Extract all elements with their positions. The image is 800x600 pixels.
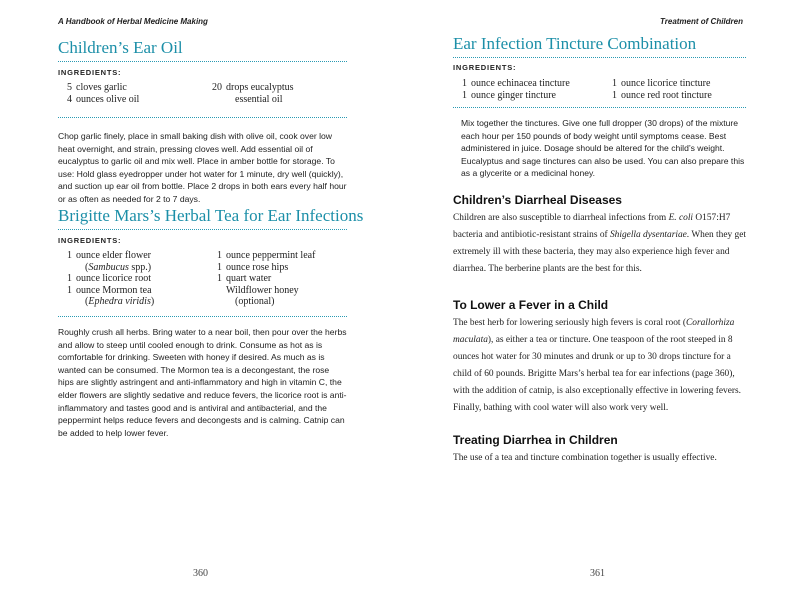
ingredient-item: 1 ounce Mormon tea (Ephedra viridis) — [67, 284, 155, 307]
ingredient-item: 1 ounce elder flower (Sambucus spp.) — [67, 250, 152, 273]
lower-fever-text: The best herb for lowering seriously high fevers is coral root (Corallorhiza maculata), as either a tea or tincture. One teaspoon of the root steeped in 8 ounces hot water for 30 minutes and drunk or up to 30 drops tincture for a child of 60 pounds. Brigitte Mars’s herbal tea for ear infections (page 360), with the addition of catnip, is also exceptionally effective in lowering fevers. Finally, bathing with cool water will also work very well. — [453, 318, 742, 413]
ear-oil-ingredients-col1 — [62, 82, 139, 105]
right-page — [400, 0, 800, 600]
running-head-left: A Handbook of Herbal Medicine Making — [58, 17, 208, 26]
page-number-right: 361 — [590, 568, 605, 579]
ingredient-item: 1 ounce licorice root — [67, 273, 151, 284]
tincture-title-rule — [453, 57, 746, 58]
herbal-tea-ingredients-rule — [58, 316, 347, 317]
tincture-ingredients-col1 — [457, 78, 570, 101]
diarrheal-diseases-text: Children are also susceptible to diarrheal infections from E. coli O157:H7 bacteria and antibiotic-resistant strains of Shigella dysentariae. When they get extremely ill with these bacteria, they may also experience high fever and diarrhea. The berberine plants are the best for this. — [453, 213, 746, 274]
tincture-ingredients-label: INGREDIENTS: — [453, 63, 517, 72]
ingredient-item: 1 ounce red root tincture — [612, 89, 712, 101]
tincture-instructions: Mix together the tinctures. Give one full dropper (30 drops) of the mixture each hour per 150 pounds of body weight until symptoms cease. Best administered in juice. Dosage should be altered for the child’s weight. Eucalyptus and sage tinctures can also be used. You can also prepare this as a glycerite or a medicinal honey. — [461, 118, 745, 179]
ear-oil-instructions: Chop garlic finely, place in small baking dish with olive oil, cook over low heat overnight, and strain, pressing cloves well. Add essential oil of eucalyptus to garlic oil and mix well. Place in amber bottle for storage. To use: Hold glass eyedropper under hot water for 1 minute, dry well (quickly), and suction up ear oil from bottle. Place 2 drops in both ears every half hour or as often as needed for 2 to 7 days. — [58, 131, 347, 204]
ear-oil-ingredients-rule — [58, 117, 347, 118]
ingredient-item: 4 ounces olive oil — [67, 93, 140, 105]
tincture-title: Ear Infection Tincture Combination — [453, 34, 697, 53]
ingredient-item: 20 drops eucalyptus essential oil — [212, 82, 294, 105]
herbal-tea-title: Brigitte Mars’s Herbal Tea for Ear Infections — [58, 206, 364, 225]
ingredient-item: 1 ounce rose hips — [217, 261, 289, 273]
herbal-tea-title-rule — [58, 229, 347, 230]
lower-fever-heading: To Lower a Fever in a Child — [453, 298, 609, 312]
treating-diarrhea-text: The use of a tea and tincture combination together is usually effective. — [453, 453, 717, 463]
ingredient-item: 1 quart water — [217, 273, 272, 284]
ear-oil-ingredients-col2 — [206, 82, 294, 105]
ingredient-item: 1 ounce licorice tincture — [612, 78, 711, 89]
ingredient-item: 1 ounce echinacea tincture — [462, 78, 570, 89]
ingredient-item: 1 ounce ginger tincture — [462, 89, 556, 101]
ear-oil-ingredients-label: INGREDIENTS: — [58, 68, 122, 77]
treating-diarrhea-heading: Treating Diarrhea in Children — [453, 433, 618, 447]
tincture-ingredients-col2 — [607, 78, 712, 101]
running-head-right: Treatment of Children — [660, 17, 743, 26]
tincture-ingredients-rule — [453, 107, 746, 108]
ingredient-item: 5 cloves garlic — [67, 82, 127, 93]
herbal-tea-ingredients-col2 — [212, 250, 315, 308]
diarrheal-diseases-heading: Children’s Diarrheal Diseases — [453, 193, 622, 207]
ingredient-item: 1 ounce peppermint leaf — [217, 250, 316, 261]
herbal-tea-instructions: Roughly crush all herbs. Bring water to a near boil, then pour over the herbs and allow to steep until cooled enough to drink. Consume as hot as is comfortable for drinking. Sweeten with honey if desired. As much as is wanted can be consumed. The Mormon tea is a decongestant, the rose hips are slightly astringent and anti-inflammatory and high in vitamin C, the elder flowers are slightly sedative and reduce fevers, the licorice root is anti-inflammatory and tastes good and is antiviral and antibacterial, and the peppermint helps reduce fevers and decongests and is calming. Catnip can be added to help lower fever. — [58, 327, 347, 438]
ear-oil-title: Children’s Ear Oil — [58, 38, 183, 57]
ear-oil-title-rule — [58, 61, 347, 62]
herbal-tea-ingredients-label: INGREDIENTS: — [58, 236, 122, 245]
herbal-tea-ingredients-col1 — [62, 250, 154, 308]
page-number-left: 360 — [193, 568, 208, 579]
ingredient-item: Wildflower honey (optional) — [226, 284, 299, 307]
